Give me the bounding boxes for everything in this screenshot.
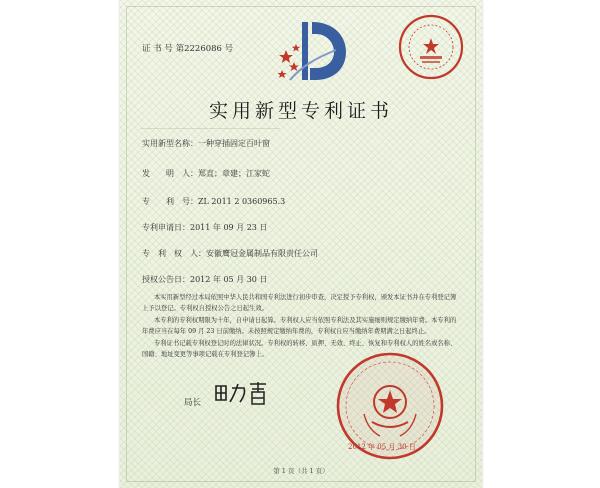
director-signature [212,378,272,408]
field-label: 专 利 权 人： [142,249,206,258]
field-value: ZL 2011 2 0360965.3 [198,197,286,206]
certificate-number: 证 书 号 第2226086 号 [142,44,234,54]
field-utility-name [142,138,270,149]
faint-watermark-line [140,126,280,132]
field-value: 一种穿插固定百叶窗 [198,139,270,148]
field-value: 安徽鹰冠金属制品有限责任公司 [206,249,318,258]
field-patent-number [142,196,285,207]
field-patentee [142,248,318,259]
field-label: 发 明 人： [142,169,198,178]
field-inventor [142,168,270,179]
small-seal-icon [396,12,466,82]
seal-date: 2012 年 05 月 30 日 [348,443,416,451]
field-value: 2011 年 09 月 23 日 [190,223,268,232]
field-application-date [142,222,267,233]
page-footer: 第 1 页（共 1 页） [273,467,329,475]
patent-office-logo-icon [272,14,364,90]
field-label: 授权公告日： [142,275,190,284]
patent-certificate [120,0,482,488]
field-label: 专利申请日： [142,223,190,232]
body-paragraph: 本实用新型经过本局依照中华人民共和国专利法进行初步审查，决定授予专利权，颁发本证书并在专利登记簿上予以登记。专利权自授权公告之日起生效。 [142,294,457,313]
body-paragraph: 专利证书记载专利权登记时的法律状况。专利权的转移、质押、无效、终止、恢复和专利权人的姓名或名称、国籍、地址变更等事项记载在专利登记簿上。 [142,339,457,359]
director-label: 局长 [184,398,202,408]
field-value: 郑直；章建；江家蛇 [198,169,270,178]
field-label: 专 利 号： [142,197,198,206]
field-value: 2012 年 05 月 30 日 [190,275,268,284]
field-label: 实用新型名称： [142,139,198,148]
field-grant-date [142,274,267,285]
body-paragraph: 本专利的专利权期限为十年，自申请日起算。专利权人应当依照专利法及其实施细则规定缴纳年费。本专利的年费应当在每年 09 月 23 日前缴纳。未按照规定缴纳年费的，专利权自应当缴纳年费期满之日起终止。 [142,316,457,336]
certificate-title: 实用新型专利证书 [208,100,393,122]
